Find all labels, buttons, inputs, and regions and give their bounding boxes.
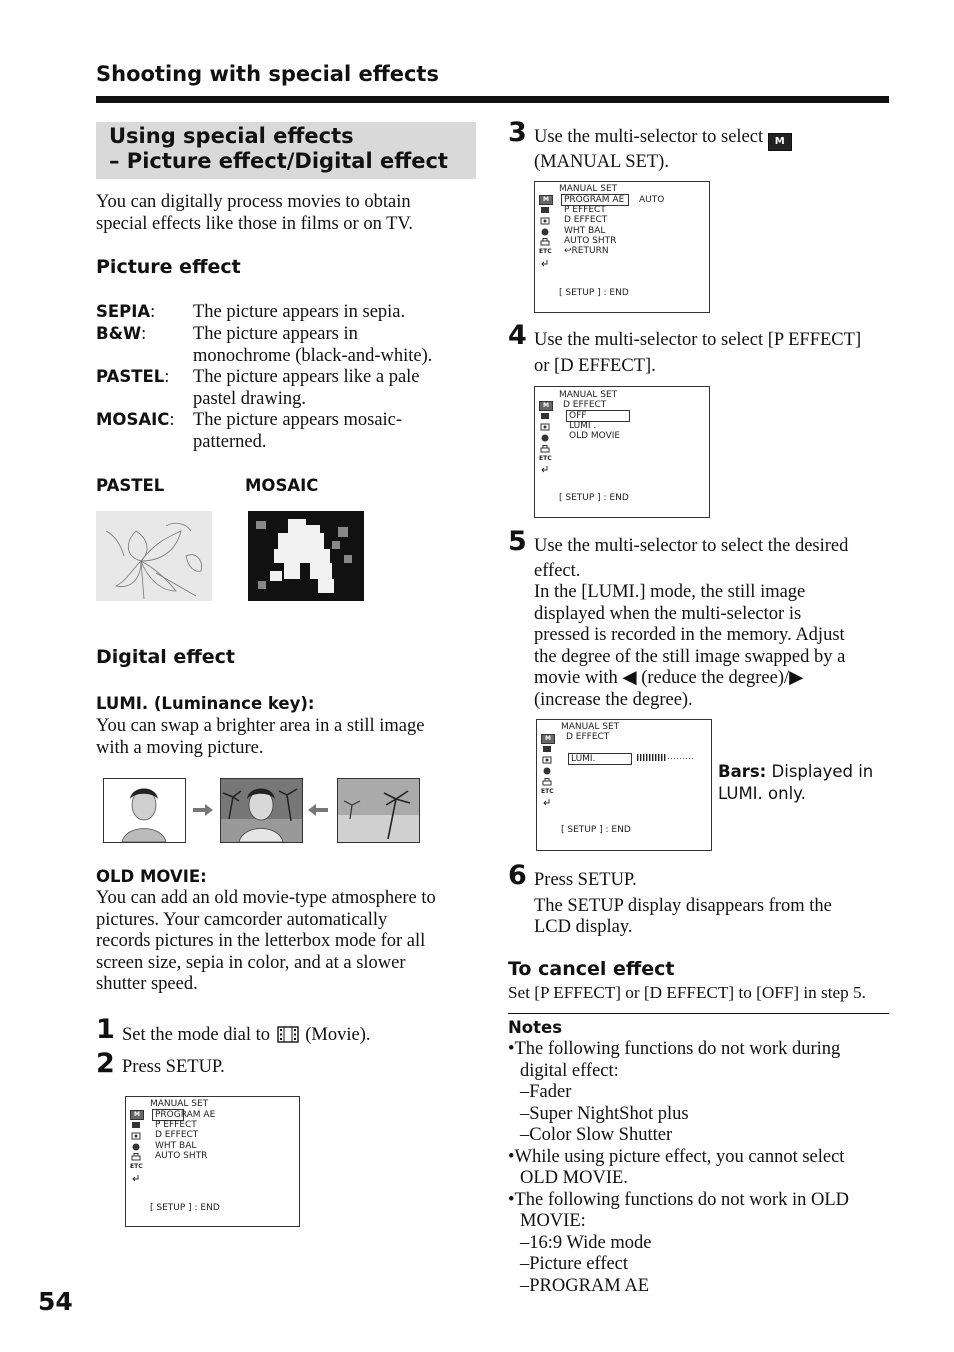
step-number: 1: [96, 1014, 115, 1045]
section-title: Shooting with special effects: [96, 62, 439, 86]
tape-icon: [539, 423, 551, 431]
arrow-right-icon: [193, 803, 213, 817]
digital-effect-heading: Digital effect: [96, 646, 235, 668]
step4-line2: or [D EFFECT].: [534, 356, 656, 376]
step-number: 5: [508, 526, 527, 557]
notes-rule: [508, 1013, 889, 1014]
menu-item-p-effect[interactable]: P EFFECT: [564, 205, 606, 215]
def-text: patterned.: [193, 432, 267, 452]
note-item: •While using picture effect, you cannot select: [508, 1146, 845, 1167]
tape-icon: [130, 1132, 142, 1140]
topic-title-box: [96, 122, 476, 179]
old-movie-line: records pictures in the letterbox mode for all: [96, 931, 426, 951]
etc-icon: ETC: [539, 455, 552, 462]
camera-icon: [541, 745, 553, 753]
menu-item-p-effect[interactable]: P EFFECT: [155, 1120, 197, 1130]
bars-note: Bars: Displayed in LUMI. only.: [718, 762, 874, 803]
step6-line1: Press SETUP.: [534, 870, 637, 890]
return-icon: [130, 1174, 142, 1182]
camera-menu-icon: M: [541, 734, 555, 744]
intro-line2: special effects like those in films or on TV.: [96, 213, 414, 234]
step5-text: Use the multi-selector to select the desired effect. In the [LUMI.] mode, the still image displayed when the multi-selector is pressed is recorded in the memory. Adjust the degree of the still image swapped by a movie with ◀ (reduce the degree)/▶ (increase the degree).: [534, 536, 849, 710]
camera-icon: [539, 412, 551, 420]
step-number: 2: [96, 1048, 115, 1079]
def-text: pastel drawing.: [193, 389, 307, 409]
pastel-sample-image: [96, 511, 212, 601]
screen-footer: [ SETUP ] : END: [559, 493, 629, 503]
note-subitem: –Color Slow Shutter: [520, 1125, 673, 1145]
lcd-screen-step4: [534, 386, 710, 518]
disc-icon: [539, 434, 551, 442]
printer-icon: [541, 778, 553, 786]
old-movie-line: pictures. Your camcorder automatically: [96, 909, 388, 930]
option-old-movie[interactable]: OLD MOVIE: [569, 431, 621, 441]
cancel-heading: To cancel effect: [508, 958, 675, 980]
notes-list: •The following functions do not work during digital effect: –Fader –Super NightShot plus –Color Slow Shutter •While using picture effect, you cannot select OLD MOVIE. •The following functions do not work in OLD MOVIE: –16:9 Wide mode –Picture effect –PROGRAM AE: [508, 1039, 889, 1297]
lumi-level-bars[interactable]: [637, 753, 695, 762]
printer-icon: [539, 445, 551, 453]
menu-item-auto-shtr[interactable]: AUTO SHTR: [564, 236, 617, 246]
step2-text: Press SETUP.: [122, 1057, 225, 1077]
menu-item-wht-bal[interactable]: WHT BAL: [564, 226, 606, 236]
return-icon: [541, 798, 553, 806]
screen-subtitle: D EFFECT: [563, 400, 607, 410]
arrow-left-icon: [308, 803, 328, 817]
topic-title-line2: – Picture effect/Digital effect: [109, 149, 448, 173]
intro-line1: You can digitally process movies to obtain: [96, 192, 411, 212]
lcd-screen-step3: [534, 181, 710, 313]
camera-menu-icon: M: [539, 401, 553, 411]
def-item-bw: B&W:: [96, 324, 147, 344]
step3-line1: Use the multi-selector to select M: [534, 127, 792, 151]
def-text: The picture appears mosaic-: [193, 410, 403, 430]
menu-item-wht-bal[interactable]: WHT BAL: [155, 1141, 197, 1151]
pastel-label: PASTEL: [96, 476, 165, 495]
old-movie-line: shutter speed.: [96, 974, 198, 994]
note-subitem: –16:9 Wide mode: [520, 1232, 652, 1253]
etc-icon: ETC: [130, 1163, 143, 1170]
old-movie-line: You can add an old movie-type atmosphere to: [96, 888, 436, 908]
tape-icon: [541, 756, 553, 764]
program-ae-value: AUTO: [639, 195, 665, 205]
screen-title: MANUAL SET: [559, 390, 618, 400]
lumi-desc-line1: You can swap a brighter area in a still image: [96, 716, 425, 736]
return-icon: [539, 259, 551, 267]
step6-line2: The SETUP display disappears from the: [534, 896, 832, 916]
camera-icon: [130, 1121, 142, 1129]
step4-line1: Use the multi-selector to select [P EFFECT]: [534, 330, 862, 350]
cancel-text: Set [P EFFECT] or [D EFFECT] to [OFF] in step 5.: [508, 983, 866, 1002]
screen-footer: [ SETUP ] : END: [559, 288, 629, 298]
picture-effect-heading: Picture effect: [96, 256, 241, 278]
screen-footer: [ SETUP ] : END: [561, 825, 631, 835]
def-text: monochrome (black-and-white).: [193, 346, 433, 366]
screen-footer: [ SETUP ] : END: [150, 1203, 220, 1213]
def-item-sepia: SEPIA:: [96, 302, 156, 322]
note-item: •The following functions do not work during: [508, 1039, 841, 1059]
note-subitem: –Fader: [520, 1082, 572, 1102]
step1-text: Set the mode dial to (Movie).: [122, 1025, 371, 1045]
mosaic-sample-image: [248, 511, 364, 601]
menu-item-program-ae[interactable]: PROGRAM AE: [561, 194, 629, 206]
step3-line2: (MANUAL SET).: [534, 152, 669, 172]
manual-set-icon: M: [768, 133, 792, 151]
disc-icon: [130, 1143, 142, 1151]
step-number: 4: [508, 320, 527, 351]
camera-icon: [539, 206, 551, 214]
note-subitem: –Super NightShot plus: [520, 1103, 689, 1124]
menu-item-return[interactable]: ↩RETURN: [564, 246, 609, 256]
page-number: 54: [38, 1287, 73, 1316]
menu-item-program-ae[interactable]: PROGRAM AE: [152, 1109, 184, 1121]
old-movie-term: OLD MOVIE:: [96, 867, 207, 886]
printer-icon: [539, 238, 551, 246]
lumi-desc-line2: with a moving picture.: [96, 737, 264, 758]
def-text: The picture appears like a pale: [193, 367, 420, 387]
def-item-pastel: PASTEL:: [96, 367, 170, 387]
topic-title-line1: Using special effects: [109, 124, 354, 148]
step6-line3: LCD display.: [534, 917, 633, 937]
film-icon: [277, 1026, 299, 1043]
etc-icon: ETC: [541, 788, 554, 795]
camera-menu-icon: M: [539, 195, 553, 205]
etc-icon: ETC: [539, 248, 552, 255]
tape-icon: [539, 217, 551, 225]
beach-image: [337, 778, 420, 843]
note-subitem: –Picture effect: [520, 1254, 629, 1274]
screen-title: MANUAL SET: [561, 722, 620, 732]
menu-item-d-effect[interactable]: D EFFECT: [564, 215, 608, 225]
screen-subtitle: D EFFECT: [566, 732, 610, 742]
lumi-term: LUMI. (Luminance key):: [96, 694, 315, 713]
def-text: The picture appears in sepia.: [193, 302, 406, 322]
header-rule: [96, 96, 889, 103]
note-item: •The following functions do not work in OLD: [508, 1189, 849, 1210]
mosaic-label: MOSAIC: [245, 476, 319, 495]
def-item-mosaic: MOSAIC:: [96, 410, 175, 430]
camera-menu-icon: M: [130, 1110, 144, 1120]
option-lumi[interactable]: LUMI.: [568, 753, 632, 765]
step-number: 3: [508, 117, 527, 148]
option-lumi[interactable]: LUMI .: [569, 421, 597, 431]
option-off[interactable]: OFF: [566, 410, 630, 422]
menu-item-d-effect[interactable]: D EFFECT: [155, 1130, 199, 1140]
lcd-screen-step2: [125, 1096, 300, 1227]
step-number: 6: [508, 860, 527, 891]
printer-icon: [130, 1153, 142, 1161]
return-icon: [539, 465, 551, 473]
notes-heading: Notes: [508, 1018, 563, 1037]
screen-title: MANUAL SET: [559, 184, 618, 194]
return-arrow-icon: ↩: [564, 246, 572, 256]
def-text: The picture appears in: [193, 324, 358, 344]
lcd-screen-step5: [536, 719, 712, 851]
screen-title: MANUAL SET: [150, 1099, 209, 1109]
disc-icon: [539, 228, 551, 236]
composite-image: [220, 778, 303, 843]
note-subitem: –PROGRAM AE: [520, 1275, 650, 1296]
old-movie-line: screen size, sepia in color, and at a slower: [96, 952, 406, 973]
disc-icon: [541, 767, 553, 775]
menu-item-auto-shtr[interactable]: AUTO SHTR: [155, 1151, 208, 1161]
portrait-image: [103, 778, 186, 843]
